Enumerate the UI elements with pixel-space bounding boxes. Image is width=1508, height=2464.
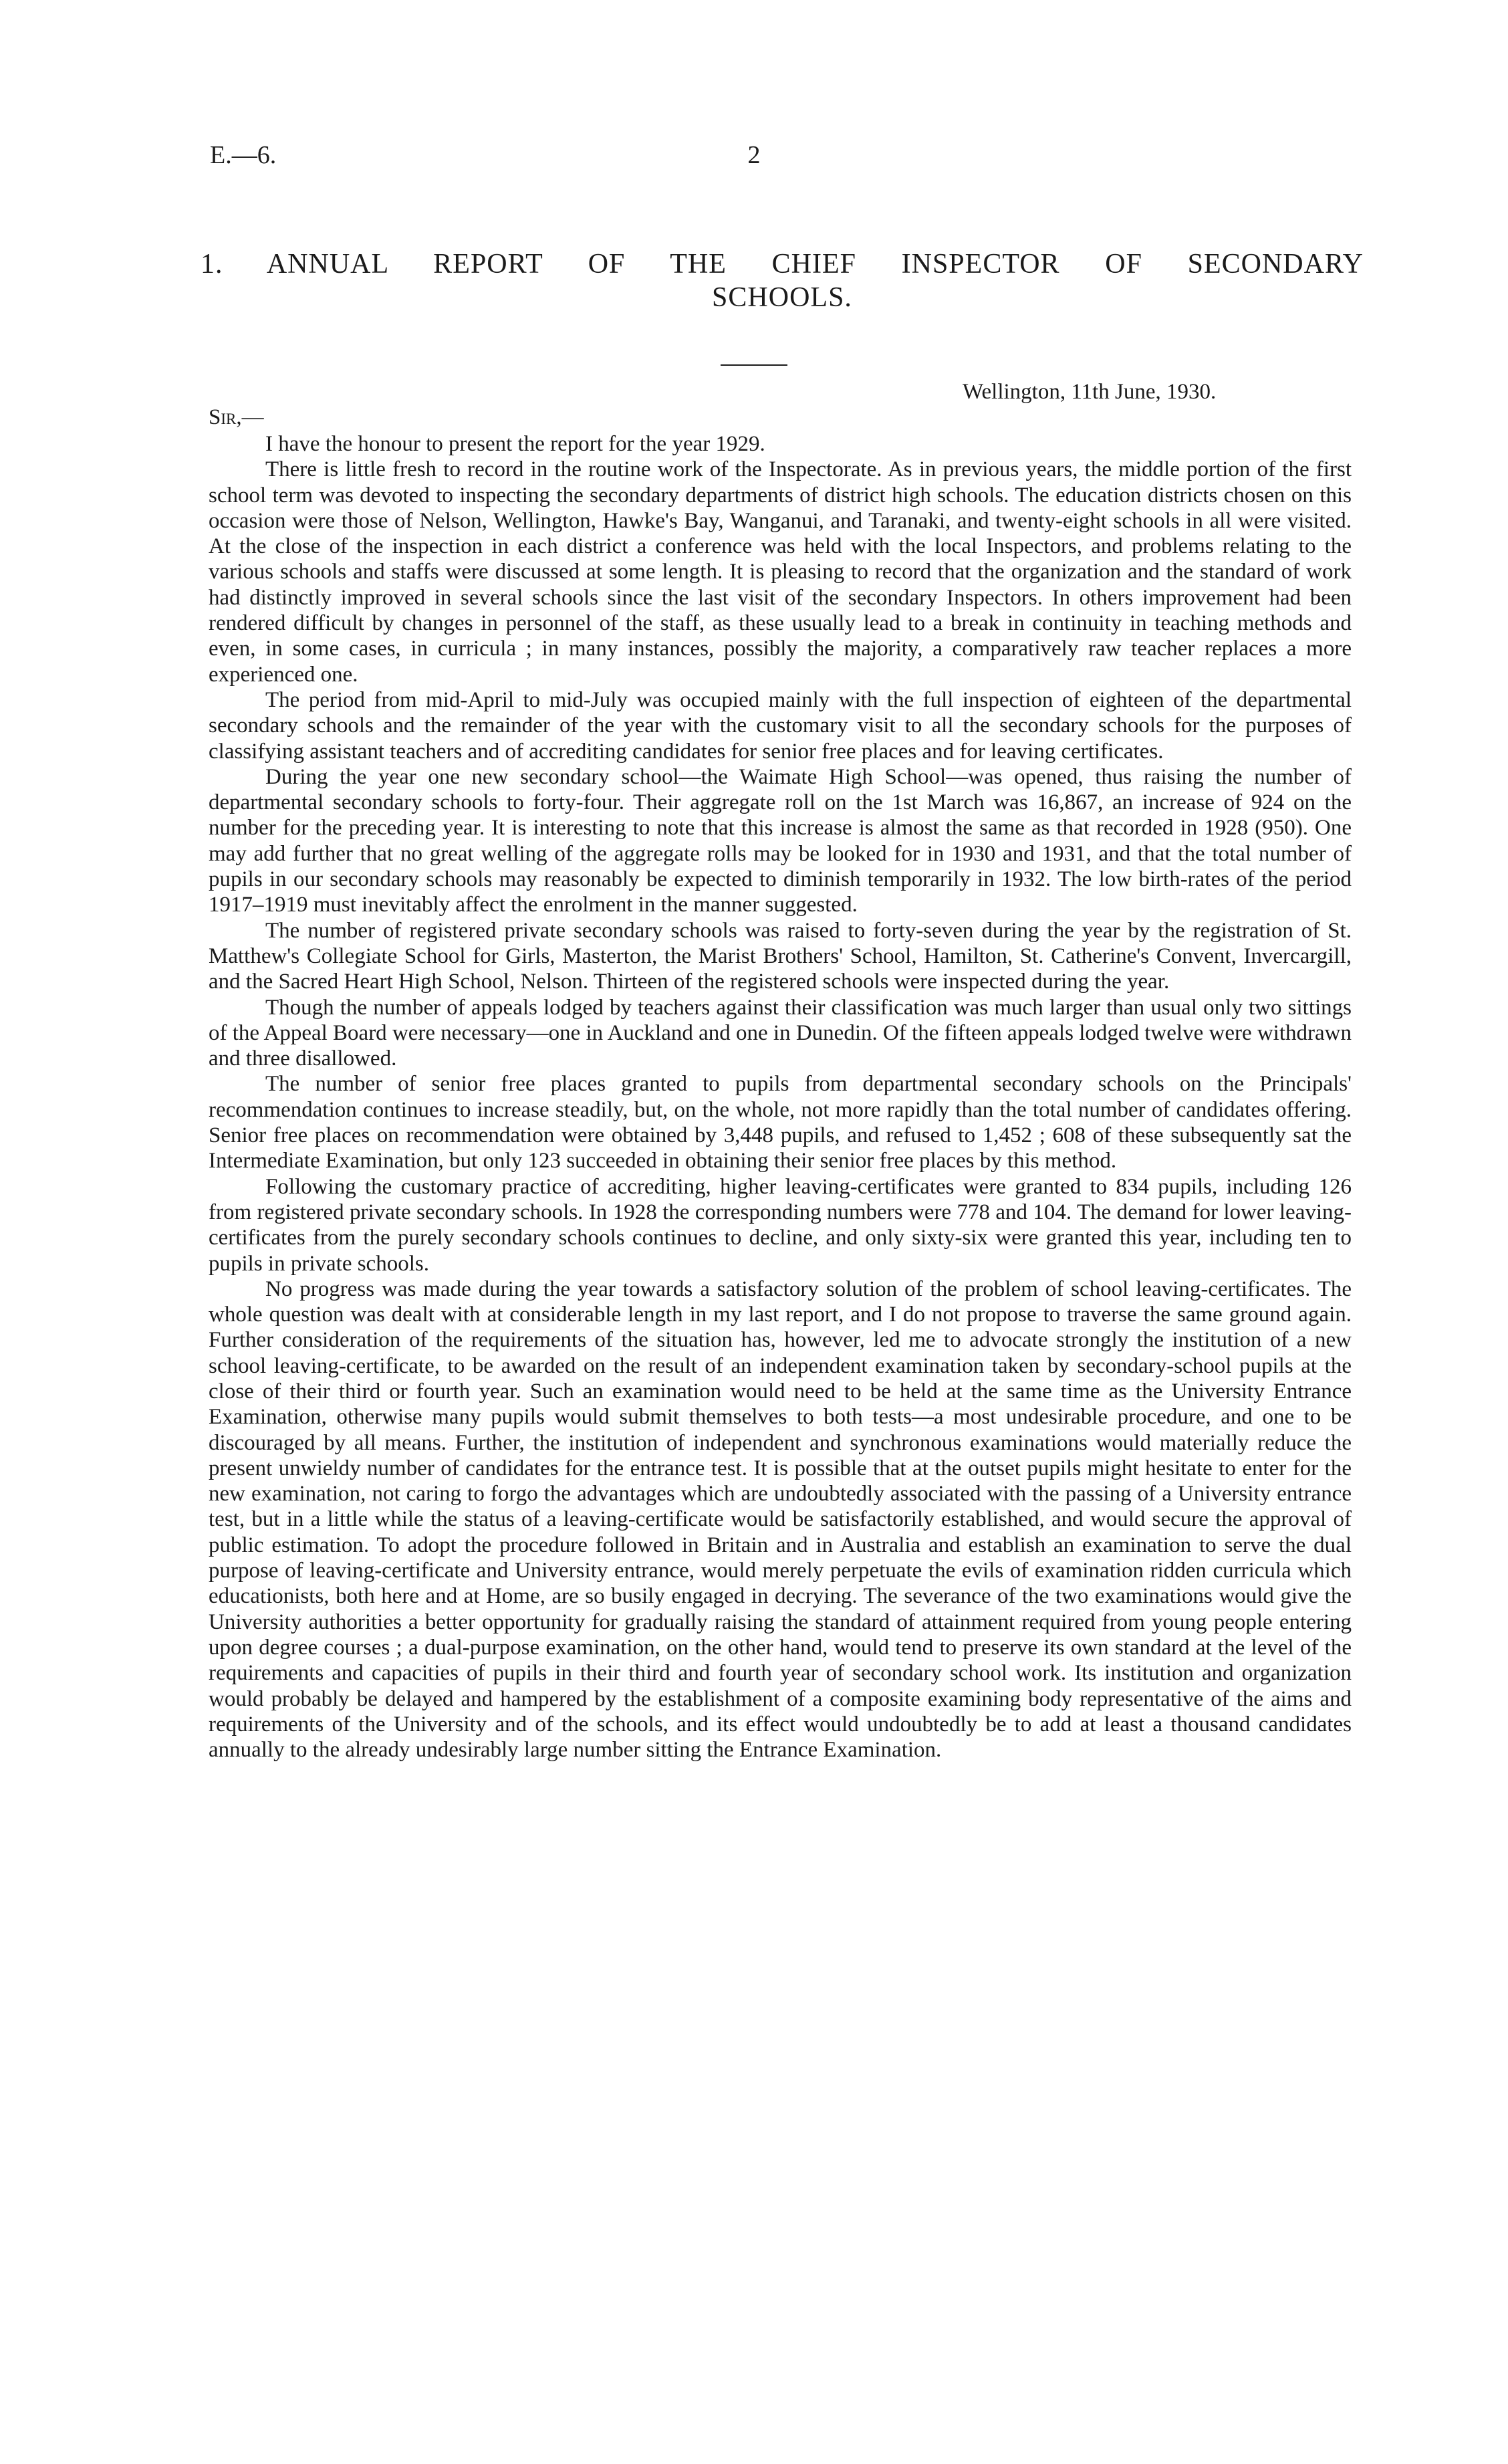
dateline: Wellington, 11th June, 1930. bbox=[963, 380, 1217, 404]
salutation: Sir,— bbox=[209, 405, 264, 429]
title-line-1: 1. ANNUAL REPORT OF THE CHIEF INSPECTOR OF SECONDARY bbox=[201, 249, 1364, 279]
paragraph: I have the honour to present the report for the year 1929. bbox=[265, 432, 765, 456]
paragraph: The period from mid-April to mid-July was occupied mainly with the full inspection of eighteen of the departmental secondary schools and the remainder of the year with the customary visit to all the secondary schools for the purposes of classifying assistant teachers and of accrediting candidates for senior free places and for leaving certificates. bbox=[209, 687, 1352, 764]
report-title bbox=[201, 247, 1364, 314]
paragraph: Following the customary practice of accrediting, higher leaving-certificates were granted to 834 pupils, including 126 from registered private secondary schools. In 1928 the corresponding numbers were 778 and 104. The demand for lower leaving-certificates from the purely secondary schools continues to decline, and only sixty-six were granted this year, including ten to pupils in private schools. bbox=[209, 1174, 1352, 1276]
paragraph: There is little fresh to record in the routine work of the Inspectorate. As in previous years, the middle portion of the first school term was devoted to inspecting the secondary departments of district high schools. The education districts chosen on this occasion were those of Nelson, Wellington, Hawke's Bay, Wanganui, and Taranaki, and twenty-eight schools in all were visited. At the close of the inspection in each district a conference was held with the local Inspectors, and problems relating to the various schools and staffs were discussed at some length. It is pleasing to record that the organization and the standard of work had distinctly improved in several schools since the last visit of the secondary Inspectors. In others improvement had been rendered difficult by changes in personnel of the staff, as these usually lead to a break in continuity in teaching methods and even, in some cases, in curricula ; in many instances, possibly the majority, a comparatively raw teacher replaces a more experienced one. bbox=[209, 457, 1352, 687]
page-number-text: 2 bbox=[747, 141, 761, 169]
paragraph: The number of senior free places granted to pupils from departmental secondary schools on the Principals' recommendation continues to increase steadily, but, on the whole, not more rapidly than the total number of candidates offering. Senior free places on recommendation were obtained by 3,448 pupils, and refused to 1,452 ; 608 of these subsequently sat the Intermediate Examination, but only 123 succeeded in obtaining their senior free places by this method. bbox=[209, 1072, 1352, 1173]
paragraph: During the year one new secondary school—the Waimate High School—was opened, thus raising the number of departmental secondary schools to forty-four. Their aggregate roll on the 1st March was 16,867, an increase of 924 on the number for the preceding year. It is interesting to note that this increase is almost the same as that recorded in 1928 (950). One may add further that no great welling of the aggregate rolls may be looked for in 1930 and 1931, and that the total number of pupils in our secondary schools may reasonably be expected to diminish temporarily in 1932. The low birth-rates of the period 1917–1919 must inevitably affect the enrolment in the manner suggested. bbox=[209, 764, 1352, 917]
paragraph: The number of registered private secondary schools was raised to forty-seven during the year by the registration of St. Matthew's Collegiate School for Girls, Masterton, the Marist Brothers' School, Hamilton, St. Catherine's Convent, Invercargill, and the Sacred Heart High School, Nelson. Thirteen of the registered schools were inspected during the year. bbox=[209, 918, 1352, 994]
title-divider bbox=[721, 364, 787, 366]
paragraph: Though the number of appeals lodged by teachers against their classification was much larger than usual only two sittings of the Appeal Board were necessary—one in Auckland and one in Dunedin. Of the fifteen appeals lodged twelve were withdrawn and three disallowed. bbox=[209, 995, 1352, 1071]
paragraph: No progress was made during the year towards a satisfactory solution of the problem of school leaving-certificates. The whole question was dealt with at considerable length in my last report, and I do not propose to traverse the same ground again. Further consideration of the requirements of the situation has, however, led me to advocate strongly the institution of a new school leaving-certificate, to be awarded on the result of an independent examination taken by secondary-school pupils at the close of their third or fourth year. Such an examination would need to be held at the same time as the University Entrance Examination, otherwise many pupils would submit themselves to both tests—a most undesirable procedure, and one to be discouraged by all means. Further, the institution of independent and synchronous examinations would materially reduce the present unwieldy number of candidates for the entrance test. It is possible that at the outset pupils might hesitate to enter for the new examination, not caring to forgo the advantages which are undoubtedly associated with the passing of a University entrance test, but in a little while the status of a leaving-certificate would be satisfactorily established, and would secure the approval of public estimation. To adopt the procedure followed in Britain and in Australia and establish an examination to serve the dual purpose of leaving-certificate and University entrance, would merely perpetuate the evils of examination ridden curricula which educationists, both here and at Home, are so busily engaged in decrying. The severance of the two examinations would give the University authorities a better opportunity for gradually raising the standard of attainment required from young people entering upon degree courses ; a dual-purpose examination, on the other hand, would tend to preserve its own standard at the level of the requirements and capacities of pupils in their third and fourth year of secondary school work. Its institution and organization would probably be delayed and hampered by the establishment of a composite examining body representative of the aims and requirements of the University and of the schools, and its effect would undoubtedly be to add at least a thousand candidates annually to the already undesirably large number sitting the Entrance Examination. bbox=[209, 1276, 1352, 1763]
report-reference: E.—6. bbox=[210, 141, 277, 169]
title-line-2: SCHOOLS. bbox=[712, 282, 852, 313]
report-body bbox=[209, 431, 1352, 1763]
